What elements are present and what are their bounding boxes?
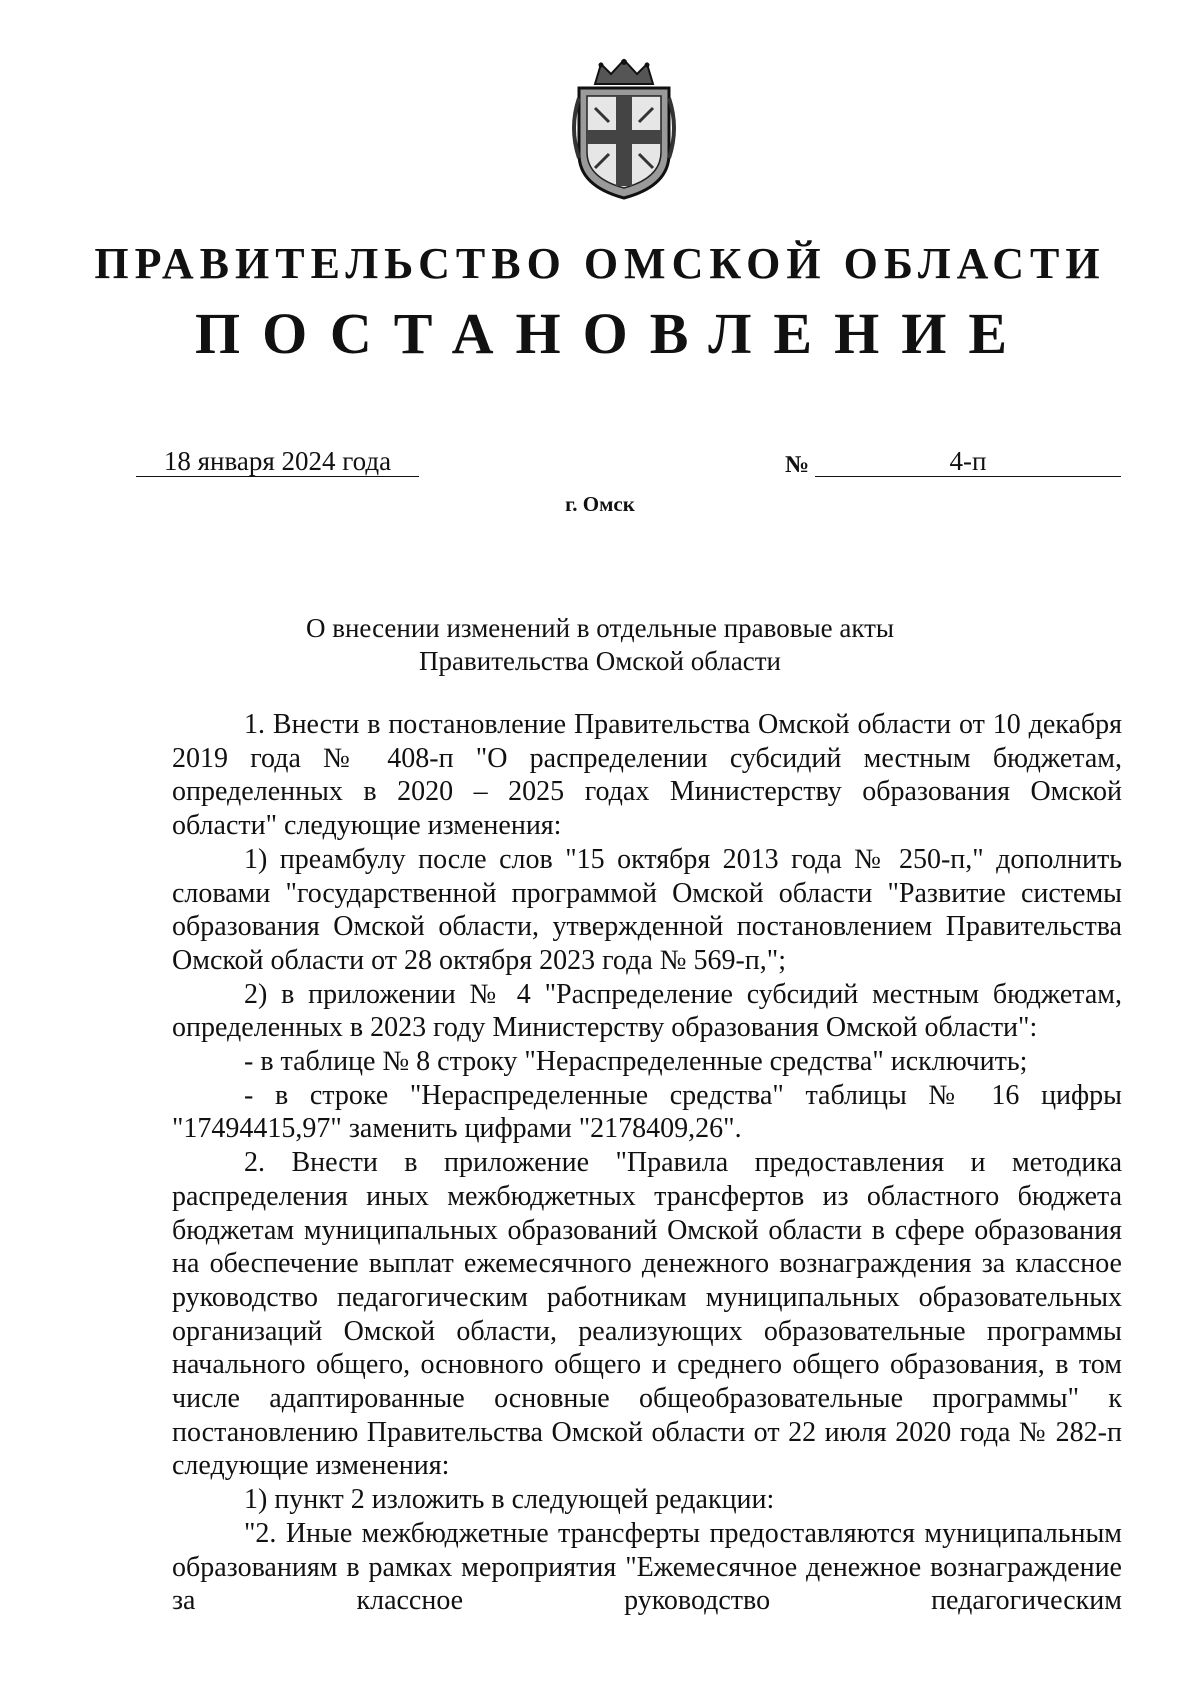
paragraph-1-2-b: - в строке "Нераспределенные средства" таблицы № 16 цифры "17494415,97" заменить цифрами "2178409,26". xyxy=(172,1079,1122,1145)
subject-line-2: Правительства Омской области xyxy=(419,646,781,676)
document-body xyxy=(172,708,1122,1618)
paragraph-2-1: 1) пункт 2 изложить в следующей редакции: xyxy=(244,1484,775,1516)
subject-line-1: О внесении изменений в отдельные правовые акты xyxy=(305,613,895,643)
document-subject xyxy=(0,612,1200,678)
paragraph-2: 2. Внести в приложение "Правила предоставления и методика распределения иных межбюджетных трансфертов из областного бюджета бюджетам муниципальных образований Омской области в сфере образования на обеспечение выплат ежемесячного денежного вознаграждения за классное руководство педагогическим работникам муниципальных образовательных организаций Омской области, реализующих образовательные программы начального общего, основного общего и среднего общего образования, в том числе адаптированные основные общеобразовательные программы" к постановлению Правительства Омской области от 22 июля 2020 года № 282-п следующие изменения: xyxy=(172,1147,1122,1482)
document-date: 18 января 2024 года xyxy=(136,446,419,477)
paragraph-2-1-text: "2. Иные межбюджетные трансферты предоставляются муниципальным образованиям в рамках мероприятия "Ежемесячное денежное вознаграждение за классное руководство педагогическим xyxy=(172,1517,1122,1617)
city-name: г. Омск xyxy=(565,492,635,516)
paragraph-1-2: 2) в приложении № 4 "Распределение субсидий местным бюджетам, определенных в 2023 году Министерству образования Омской области": xyxy=(172,978,1122,1044)
document-number: 4-п xyxy=(815,446,1121,477)
paragraph-1: 1. Внести в постановление Правительства Омской области от 10 декабря 2019 года № 408-п "О распределении субсидий местным бюджетам, определенных в 2020 – 2025 годах Министерству образования Омской области" следующие изменения: xyxy=(172,709,1122,842)
document-type-title: ПОСТАНОВЛЕНИЕ xyxy=(194,301,1030,366)
number-sign: № xyxy=(785,452,810,478)
paragraph-1-1: 1) преамбулу после слов "15 октября 2013 года № 250-п," дополнить словами "государственной программой Омской области "Развитие системы образования Омской области, утвержденной постановлением Правительства Омской области от 28 октября 2023 года № 569-п,"; xyxy=(172,843,1122,976)
paragraph-1-2-a: - в таблице № 8 строку "Нераспределенные средства" исключить; xyxy=(244,1046,1028,1078)
coat-of-arms-emblem xyxy=(565,58,683,200)
government-title: ПРАВИТЕЛЬСТВО ОМСКОЙ ОБЛАСТИ xyxy=(94,239,1106,288)
